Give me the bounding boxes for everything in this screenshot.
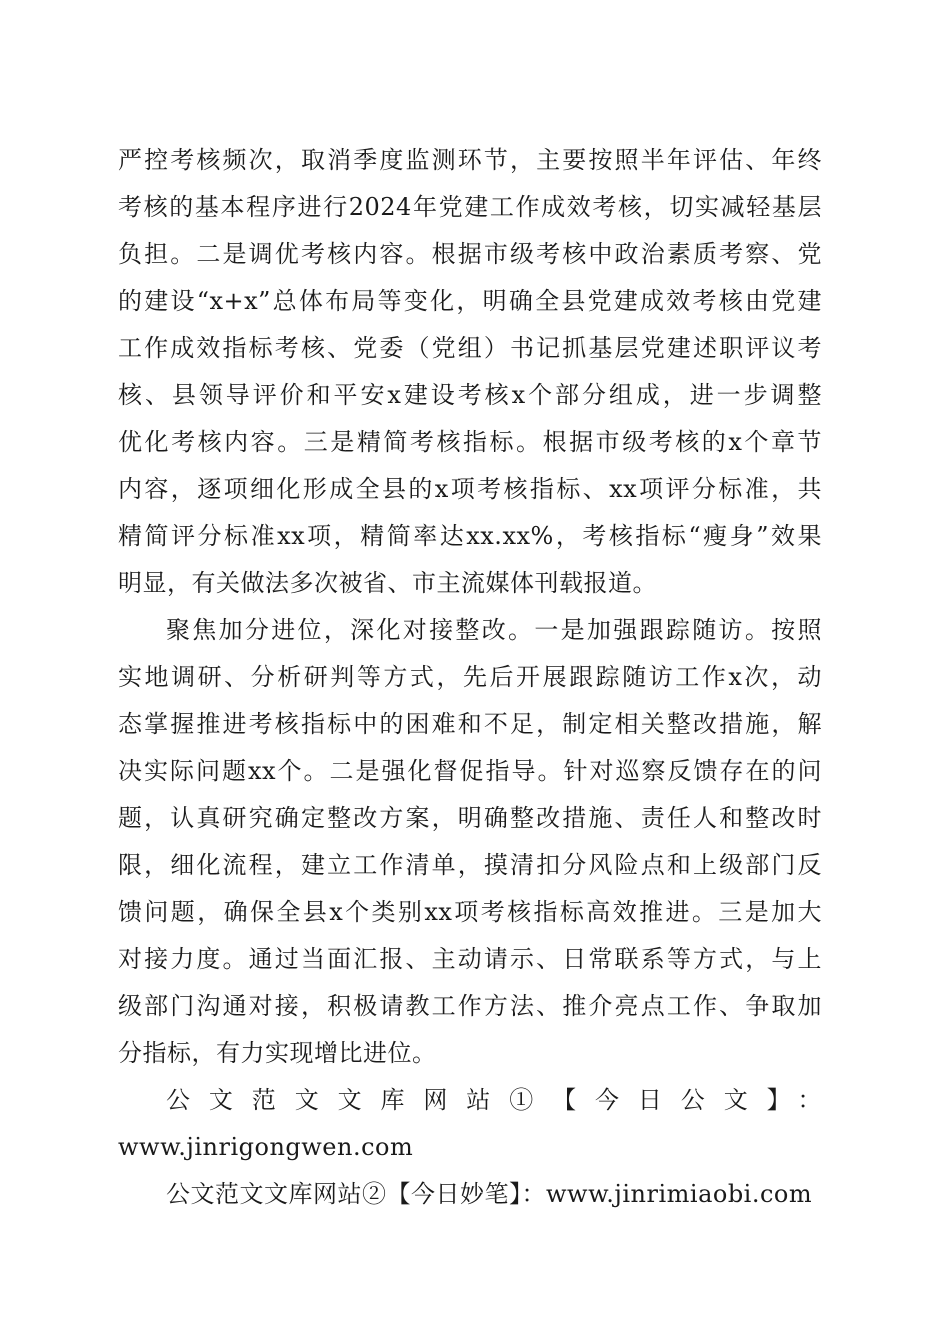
- paragraph-1-line-1: 严控考核频次，取消季度监测环节，主要按照半年评估、年终: [118, 146, 822, 174]
- site-link-1-url[interactable]: www.jinrigongwen.com: [118, 1133, 414, 1161]
- paragraph-2-line-3: 态掌握推进考核指标中的困难和不足，制定相关整改措施，解: [118, 710, 822, 738]
- paragraph-2-line-5: 题，认真研究确定整改方案，明确整改措施、责任人和整改时: [118, 804, 822, 832]
- paragraph-2-line-7: 馈问题，确保全县x个类别xx项考核指标高效推进。三是加大: [118, 898, 822, 926]
- paragraph-2-line-4: 决实际问题xx个。二是强化督促指导。针对巡察反馈存在的问: [118, 757, 822, 785]
- paragraph-1-line-6: 核、县领导评价和平安x建设考核x个部分组成，进一步调整: [118, 381, 822, 409]
- paragraph-1-line-5: 工作成效指标考核、党委（党组）书记抓基层党建述职评议考: [118, 334, 822, 362]
- paragraph-2-line-9: 级部门沟通对接，积极请教工作方法、推介亮点工作、争取加: [118, 992, 822, 1020]
- paragraph-1-line-10: 明显，有关做法多次被省、市主流媒体刊载报道。: [118, 569, 657, 597]
- paragraph-2-line-1: 聚焦加分进位，深化对接整改。一是加强跟踪随访。按照: [166, 616, 822, 644]
- paragraph-1-line-4: 的建设“x+x”总体布局等变化，明确全县党建成效考核由党建: [118, 287, 822, 315]
- paragraph-1-line-3: 负担。二是调优考核内容。根据市级考核中政治素质考察、党: [118, 240, 822, 268]
- paragraph-2-line-8: 对接力度。通过当面汇报、主动请示、日常联系等方式，与上: [118, 945, 822, 973]
- paragraph-1-line-9: 精简评分标准xx项，精简率达xx.xx%，考核指标“瘦身”效果: [118, 522, 822, 550]
- paragraph-2-line-10: 分指标，有力实现增比进位。: [118, 1039, 437, 1067]
- paragraph-2-line-6: 限，细化流程，建立工作清单，摸清扣分风险点和上级部门反: [118, 851, 822, 879]
- paragraph-1-line-7: 优化考核内容。三是精简考核指标。根据市级考核的x个章节: [118, 428, 822, 456]
- site-link-2[interactable]: 公文范文文库网站②【今日妙笔】：www.jinrimiaobi.com: [166, 1180, 813, 1208]
- paragraph-2-line-2: 实地调研、分析研判等方式，先后开展跟踪随访工作x次，动: [118, 663, 822, 691]
- paragraph-1-line-8: 内容，逐项细化形成全县的x项考核指标、xx项评分标准，共: [118, 475, 822, 503]
- paragraph-1-line-2: 考核的基本程序进行2024年党建工作成效考核，切实减轻基层: [118, 193, 822, 221]
- site-link-1-label: 公文范文文库网站①【今日公文】：: [166, 1086, 822, 1114]
